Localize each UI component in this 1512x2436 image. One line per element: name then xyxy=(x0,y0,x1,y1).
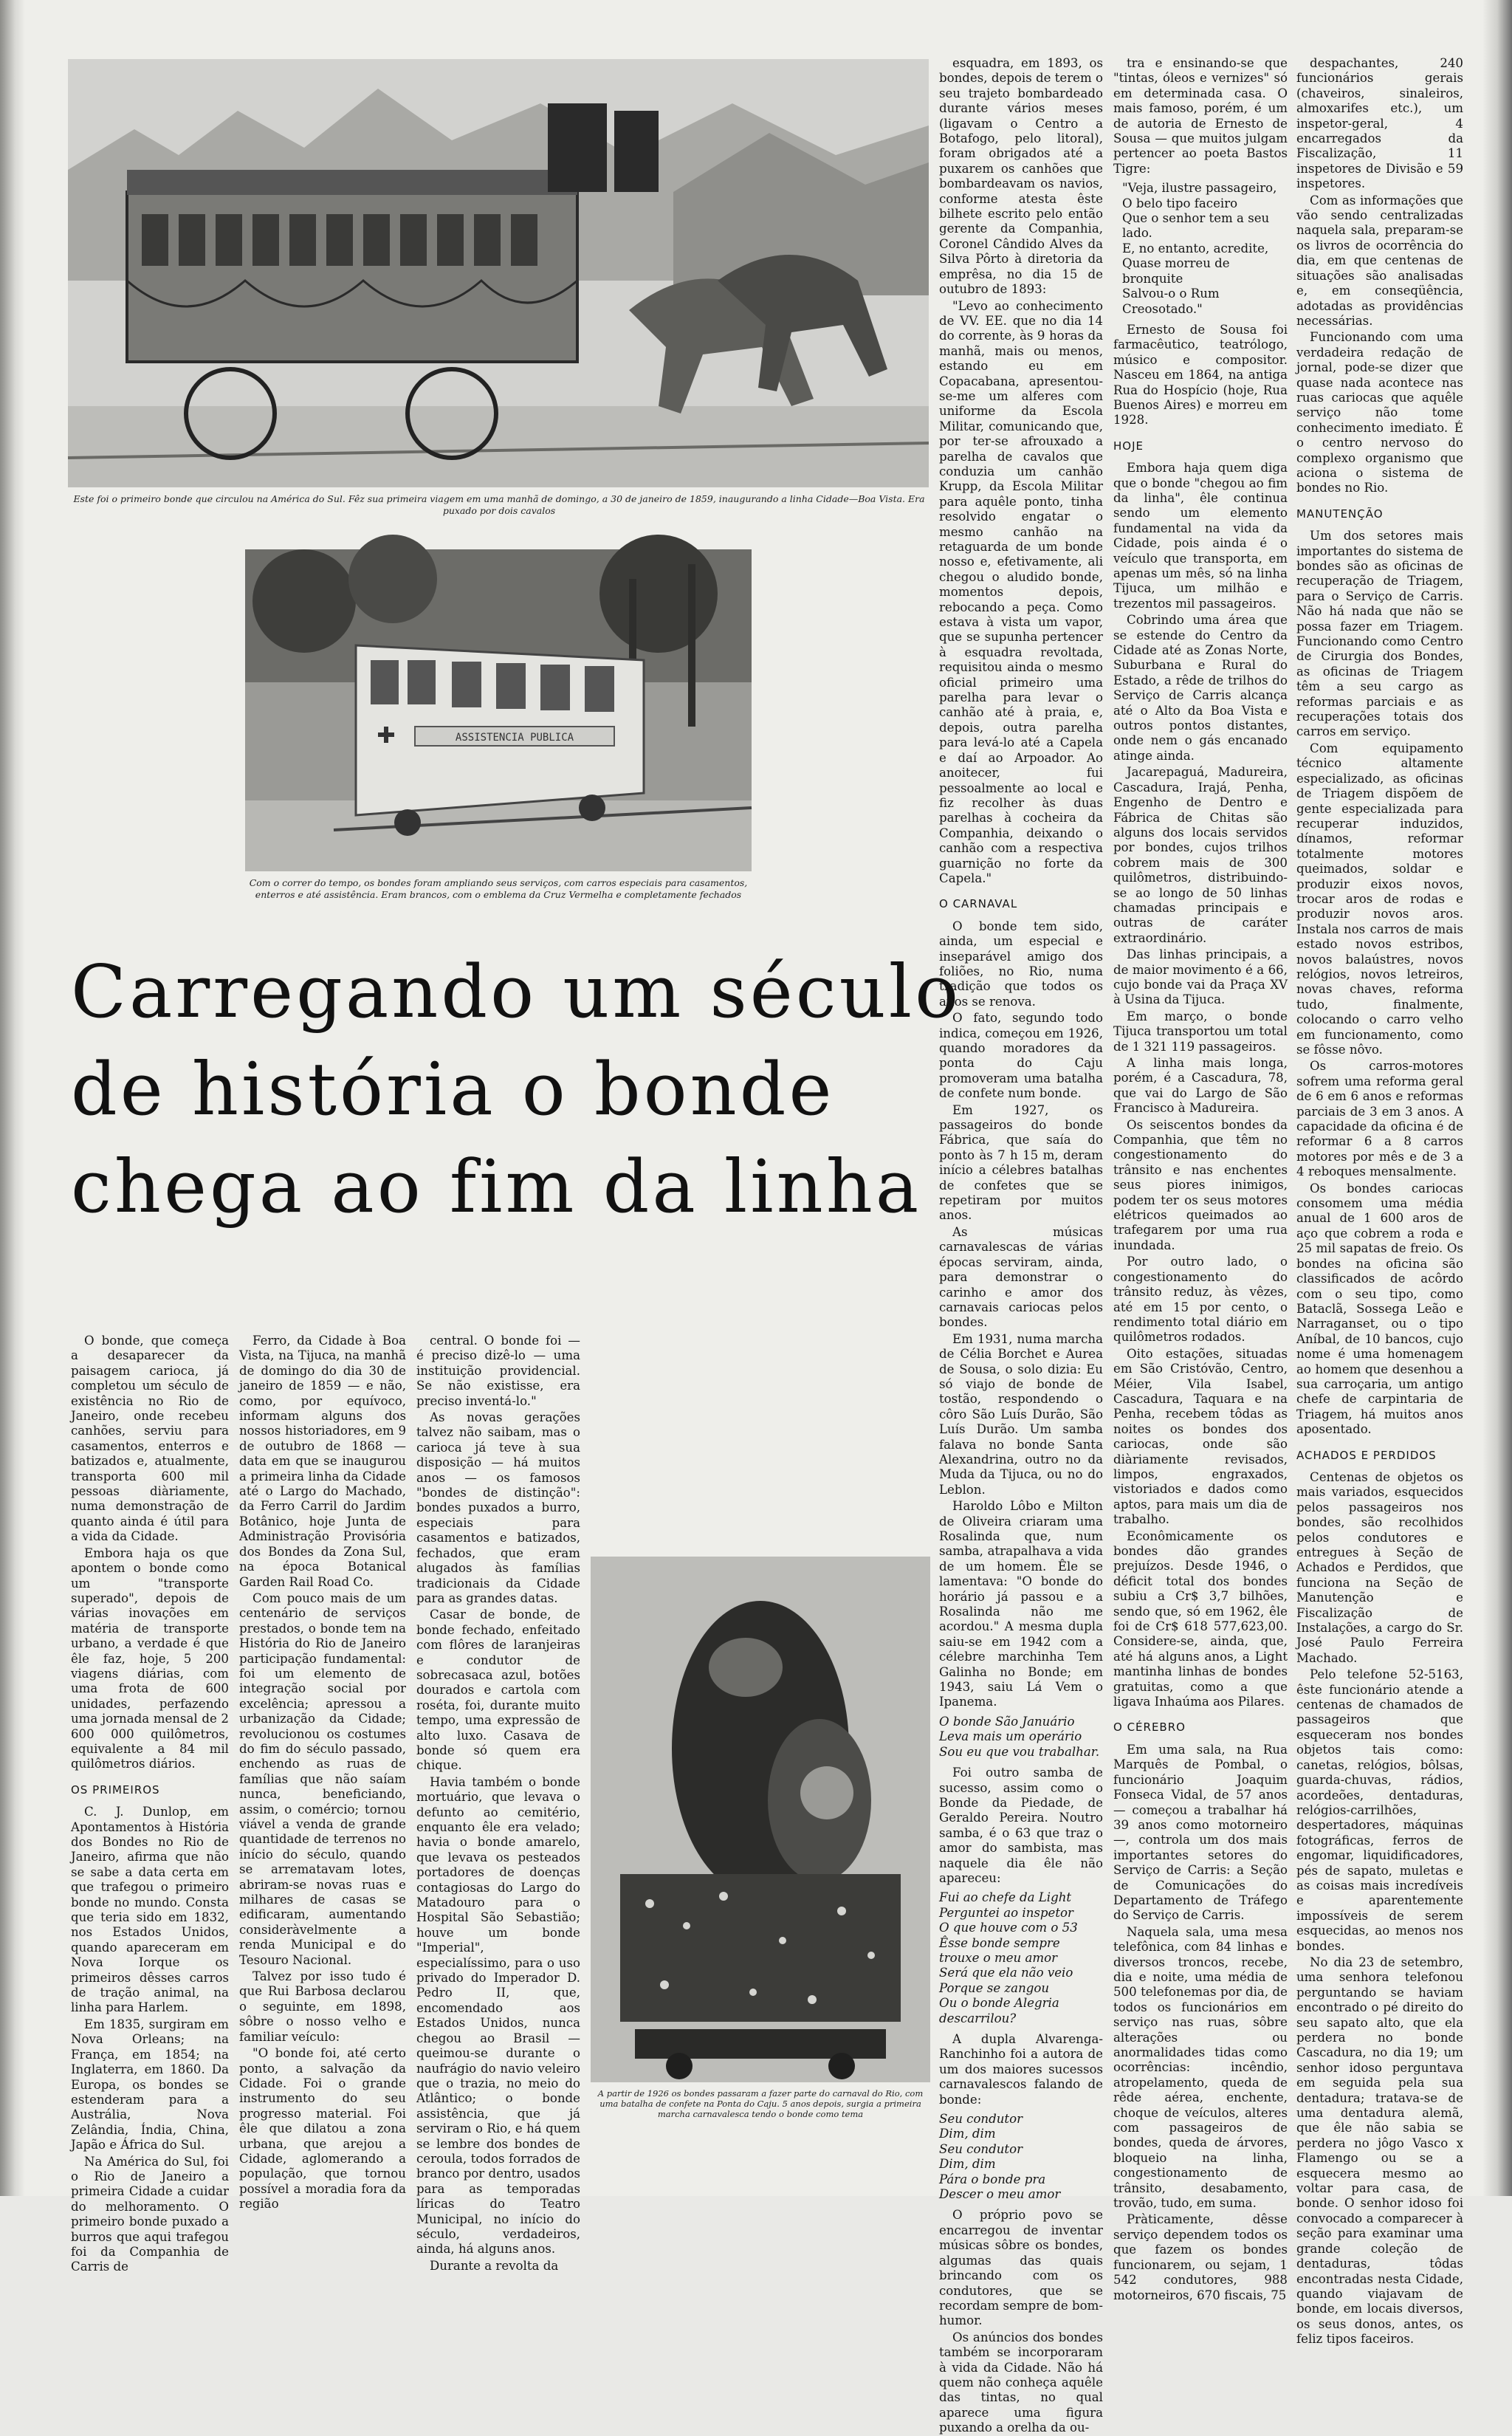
advertisement-verse: "Veja, ilustre passageiro, O belo tipo faceiro Que o senhor tem a seu lado. E, no entanto, acredite, Quase morreu de bronquite Salvou-o o Rum Creosotado." xyxy=(1122,181,1277,316)
paragraph: Em 1931, numa marcha de Célia Borchet e Aurea de Sousa, o solo dizia: Eu só viajo de bonde de tostão, respondendo o côro São Luís Durão, São Luís Durão. Um samba falava no bonde Santa Alexandrina, outro no da Muda da Tijuca, ou no do Leblon. xyxy=(939,1331,1103,1497)
paragraph: Por outro lado, o congestionamento do trânsito reduz, às vêzes, até em 15 por cento, o rendimento total diário em quilômetros rodados. xyxy=(1113,1255,1288,1345)
paragraph: Os anúncios dos bondes também se incorporaram à vida da Cidade. Não há quem não conheça aquêle das tintas, no qual aparece uma figura puxando a orelha da ou- xyxy=(939,2330,1103,2435)
paragraph: Oito estações, situadas em São Cristóvão, Centro, Méier, Vila Isabel, Cascadura, Taquara e na Penha, recebem tôdas as noites os bondes dos cariocas, onde são diàriamente revisados, limpos, engraxados, vistoriados e dados como aptos, para mais um dia de trabalho. xyxy=(1113,1346,1288,1527)
paragraph: Em 1835, surgiram em Nova Orleans; na França, em 1854; na Inglaterra, em 1860. Da Europa, os bondes se estenderam para a Austrália, Nova Zelândia, Índia, China, Japão e África do Sul. xyxy=(71,2017,229,2152)
headline-line-1: Carregando um século xyxy=(71,950,962,1035)
paragraph: Um dos setores mais importantes do sistema de bondes são as oficinas de recuperação de Triagem, para o Serviço de Carris. Não há nada que não se possa fazer em Triagem. Funcionando como Centro de Cirurgia dos Bondes, as oficinas de Triagem têm a seu cargo as reformas parciais e as recuperações totais dos carros em serviço. xyxy=(1296,529,1463,739)
column-b xyxy=(239,1334,406,2212)
headline xyxy=(71,944,962,1236)
song-lyric: O bonde São Januário Leva mais um operário Sou eu que vou trabalhar. xyxy=(939,1714,1100,1759)
caption-carnival-tram: A partir de 1926 os bondes passaram a fazer parte do carnaval do Rio, com uma batalha de confete na Ponta do Caju. 5 anos depois, surgia a primeira marcha carnavalesca tendo o bonde como tema xyxy=(597,2088,924,2119)
assistance-tram-illustration xyxy=(245,549,752,871)
paragraph: Jacarepaguá, Madureira, Cascadura, Irajá, Penha, Engenho de Dentro e Fábrica de Chitas são alguns dos locais servidos por bondes, cujos trilhos cobrem mais de 300 quilômetros, distribuindo-se ao longo de 50 linhas chamadas principais e outras de caráter extraordinário. xyxy=(1113,765,1288,945)
paragraph: Durante a revolta da xyxy=(430,2258,559,2273)
paragraph: Em 1927, os passageiros do bonde Fábrica, que saía do ponto às 7 h 15 m, deram início a célebres batalhas de confetes que se repetiram por muitos anos. xyxy=(939,1102,1103,1223)
paragraph: O fato, segundo todo indica, começou em 1926, quando moradores da ponta do Caju promoveram uma batalha de confete num bonde. xyxy=(939,1011,1103,1101)
section-heading: HOJE xyxy=(1113,439,1144,453)
paragraph: Em uma sala, na Rua Marquês de Pombal, o funcionário Joaquim Fonseca Vidal, de 57 anos — começou a trabalhar há 39 anos como motorneiro —, controla um dos mais importantes setores do Serviço de Carris: a Seção de Comunicações do Departamento de Tráfego do Serviço de Carris. xyxy=(1113,1742,1288,1923)
paragraph: Centenas de objetos os mais variados, esquecidos pelos passageiros nos bondes, são recolhidos pelos condutores e entregues à Seção de Achados e Perdidos, que funciona na Seção de Manutenção e Fiscalização de Instalações, a cargo do Sr. José Paulo Ferreira Machado. xyxy=(1296,1469,1463,1665)
section-heading: O CARNAVAL xyxy=(939,897,1018,911)
paragraph: central. O bonde foi — é preciso dizê-lo — uma instituição providencial. Se não existisse, era preciso inventá-lo." xyxy=(416,1334,580,1408)
paragraph: "Levo ao conhecimento de VV. EE. que no dia 14 do corrente, às 9 horas da manhã, mais ou menos, estando eu em Copacabana, apresentou-se-me um alferes com uniforme da Escola Militar, comunicando que, por ter-se afrouxado a parelha de cavalos que conduzia um canhão Krupp, da Escola Militar para aquêle ponto, tinha resolvido engatar o mesmo canhão na retaguarda de um bonde nosso e, efetivamente, ali chegou o aludido bonde, momentos depois, rebocando a peça. Como estava à vista um vapor, que se supunha pertencer à esquadra revoltada, requisitou ainda o mesmo oficial primeiro uma parelha para levar o canhão até à praia, e, depois, outra parelha para levá-lo até a Capela e daí ao Arpoador. Ao anoitecer, fui pessoalmente ao local e fiz recolher às duas parelhas à cocheira da Companhia, deixando o canhão com a respectiva guarnição no forte da Capela." xyxy=(939,298,1103,885)
paragraph: Haroldo Lôbo e Milton de Oliveira criaram uma Rosalinda que, num samba, atrapalhava a vida de um homem. Êle se lamentava: "O bonde do horário já passou e a Rosalinda não me acordou." A mesma dupla saiu-se em 1942 com a célebre marchinha Tem Galinha no Bonde; em 1943, saiu Lá Vem o Ipanema. xyxy=(939,1499,1103,1709)
paragraph: Os carros-motores sofrem uma reforma geral de 6 em 6 anos e reformas parciais de 3 em 3 anos. A capacidade da oficina é de reformar 6 a 8 carros motores por mês e de 3 a 4 reboques mensalmente. xyxy=(1296,1059,1463,1179)
paragraph: O próprio povo se encarregou de inventar músicas sôbre os bondes, algumas das quais brincando com os condutores, que se recordam sempre de bom-humor. xyxy=(939,2208,1103,2328)
paragraph: A dupla Alvarenga-Ranchinho foi a autora de um dos maiores sucessos carnavalescos falando de bonde: xyxy=(939,2032,1103,2107)
paragraph: C. J. Dunlop, em Apontamentos à História dos Bondes no Rio de Janeiro, afirma que não se sabe a data certa em que trafegou o primeiro bonde no mundo. Consta que teria sido em 1832, nos Estados Unidos, quando apareceram em Nova Iorque os primeiros dêsses carros de tração animal, na linha para Harlem. xyxy=(71,1805,229,2015)
paragraph: Na América do Sul, foi o Rio de Janeiro a primeira Cidade a cuidar do melhoramento. O primeiro bonde puxado a burros que aqui trafegou foi da Companhia de Carris de xyxy=(71,2154,229,2274)
paragraph: Cobrindo uma área que se estende do Centro da Cidade até as Zonas Norte, Suburbana e Rural do Estado, a rêde de trilhos do Serviço de Carris alcança até o Alto da Boa Vista e outros pontos distantes, onde nem o gás encanado atinge ainda. xyxy=(1113,613,1288,763)
paragraph: Funcionando com uma verdadeira redação de jornal, pode-se dizer que quase nada acontece nas ruas cariocas que aquêle serviço não tome conhecimento imediato. É o centro nervoso do complexo organismo que aciona o sistema de bondes no Rio. xyxy=(1296,330,1463,495)
headline-line-2: de história o bonde xyxy=(71,1048,835,1132)
page-edge-right xyxy=(1482,0,1512,2196)
paragraph: Com pouco mais de um centenário de serviços prestados, o bonde tem na História do Rio de Janeiro participação fundamental: foi um elemento de integração social por excelência; apressou a urbanização da Cidade; revolucionou os costumes do fim do século passado, enchendo as ruas de famílias que não saíam nunca, beneficiando, assim, o comércio; tornou viável a venda de grande quantidade de terrenos no início do século, quando se arrematavam lotes, abriram-se novas ruas e milhares de casas se edificaram, aumentando consideràvelmente a renda Municipal e do Tesouro Nacional. xyxy=(239,1591,406,1967)
paragraph: Casar de bonde, de bonde fechado, enfeitado com flôres de laranjeiras e condutor de sobrecasaca azul, botões dourados e cartola com roséta, foi, durante muito tempo, uma expressão de alto luxo. Casava de bonde só quem era chique. xyxy=(416,1608,580,1773)
caption-assistance-tram: Com o correr do tempo, os bondes foram ampliando seus serviços, com carros especiais para casamentos, enterros e até assistência. Eram brancos, com o emblema da Cruz Vermelha e completamente fechados xyxy=(249,877,748,900)
paragraph: Ernesto de Sousa foi farmacêutico, teatrólogo, músico e compositor. Nasceu em 1864, na antiga Rua do Hospício (hoje, Rua Buenos Aires) e morreu em 1928. xyxy=(1113,322,1288,428)
first-tram-illustration xyxy=(68,59,929,487)
paragraph: "O bonde foi, até certo ponto, a salvação da Cidade. Foi o grande instrumento do seu progresso material. Foi êle que dilatou a zona urbana, que arejou a Cidade, aglomerando a população, que tornou possível a moradia fora da região xyxy=(239,2046,406,2212)
photo-carnival-tram xyxy=(591,1557,930,2082)
photo-assistance-tram xyxy=(245,549,752,871)
paragraph: Econômicamente os bondes dão grandes prejuízos. Desde 1946, o déficit total dos bondes subiu a Cr$ 3,7 bilhões, sendo que, só em 1962, êle foi de Cr$ 618 577,623,00. Considere-se, ainda, que, até há alguns anos, a Light mantinha linhas de bondes gratuitas, como a que ligava Inhaúma aos Pilares. xyxy=(1113,1528,1288,1709)
carnival-tram-illustration xyxy=(591,1557,930,2082)
paragraph: A linha mais longa, porém, é a Cascadura, 78, que vai do Largo de São Francisco à Madureira. xyxy=(1113,1056,1288,1116)
paragraph: As músicas carnavalescas de várias épocas serviram, ainda, para demonstrar o carinho e amor dos carnavais cariocas pelos bondes. xyxy=(939,1224,1103,1330)
paragraph: Naquela sala, uma mesa telefônica, com 84 linhas e diversos troncos, recebe, dia e noite, uma média de 500 telefonemas por dia, de todos os funcionários em serviço nas ruas, sôbre alterações ou anormalidades tidas como ocorrências: incêndio, atropelamento, queda de rêde aérea, enchente, choque de veículos, alteres com passageiros de bondes, queda de árvores, bloqueio na linha, congestionamento de trânsito, desabamento, trovão, tudo, em suma. xyxy=(1113,1924,1288,2211)
caption-first-tram: Este foi o primeiro bonde que circulou na América do Sul. Fêz sua primeira viagem em uma manhã de domingo, a 30 de janeiro de 1859, inaugurando a linha Cidade—Boa Vista. Era puxado por dois cavalos xyxy=(73,493,925,516)
paragraph: esquadra, em 1893, os bondes, depois de terem o seu trajeto bombardeado durante vários meses (ligavam o Centro a Botafogo, pelo litoral), foram obrigados até a puxarem os canhões que bombardeavam os navios, conforme atesta êste bilhete escrito pelo então gerente da Companhia, Coronel Cândido Alves da Silva Pôrto à diretoria da emprêsa, no dia 15 de outubro de 1893: xyxy=(939,56,1103,297)
paragraph: Foi outro samba de sucesso, assim como o Bonde da Piedade, de Geraldo Pereira. Noutro samba, é o 63 que traz o amor do sambista, mas naquele dia êle não apareceu: xyxy=(939,1766,1103,1885)
paragraph: Os bondes cariocas consomem uma média anual de 1 600 aros de aço que cobrem a roda e 25 mil sapatas de freio. Os bondes na oficina são classificados de acôrdo com o seu tipo, como Bataclã, Sossega Leão e Narraganset, ou o tipo Aníbal, de 10 bancos, cujo nome é uma homenagem ao homem que desenhou a sua carroçaria, um antigo chefe de carpintaria de Triagem, há muitos anos aposentado. xyxy=(1296,1181,1463,1437)
paragraph: O bonde, que começa a desaparecer da paisagem carioca, já completou um século de existência no Rio de Janeiro, onde recebeu canhões, serviu para casamentos, enterros e batizados e, atualmente, transporta 600 mil pessoas diàriamente, numa demonstração de quanto ainda é útil para a vida da Cidade. xyxy=(71,1334,229,1544)
song-lyric: Fui ao chefe da Light Perguntei ao inspetor O que houve com o 53 Êsse bonde sempre trouxe o meu amor Será que ela não veio Porque se zangou Ou o bonde Alegria descarrilou? xyxy=(939,1890,1078,2025)
section-heading: ACHADOS E PERDIDOS xyxy=(1296,1448,1437,1462)
paragraph: tra e ensinando-se que "tintas, óleos e vernizes" só em determinada casa. O mais famoso, porém, é um de autoria de Ernesto de Sousa — que muitos julgam pertencer ao poeta Bastos Tigre: xyxy=(1113,56,1288,176)
paragraph: No dia 23 de setembro, uma senhora telefonou perguntando se haviam encontrado o pé direito do seu sapato alto, que ela perdera no bonde Cascadura, no dia 19; um senhor idoso perguntava em seguida pela sua dentadura; tratava-se de uma dentadura alemã, que êle não sabia se perdera no jôgo Vasco x Flamengo ou se a esquecera mesmo ao voltar para casa, de bonde. O senhor idoso foi convocado a comparecer à seção para examinar uma grande coleção de dentaduras, tôdas encontradas nesta Cidade, quando viajavam de bonde, em locais diversos, os seus donos, antes, os feliz tipos faceiros. xyxy=(1296,1955,1463,2347)
paragraph: Com equipamento técnico altamente especializado, as oficinas de Triagem dispõem de gente especializada para recuperar induzidos, dínamos, reformar totalmente motores queimados, soldar e produzir eixos novos, trocar aros de rodas e produzir novos aros. Instala nos carros de mais estado novos estribos, novos balaústres, novos relógios, novos letreiros, novas chaves, reforma tudo, finalmente, colocando o carro velho em funcionamento, como se fôsse nôvo. xyxy=(1296,741,1463,1057)
section-heading: O CÉREBRO xyxy=(1113,1720,1186,1735)
paragraph: Em março, o bonde Tijuca transportou um total de 1 321 119 passageiros. xyxy=(1113,1009,1288,1054)
paragraph: Talvez por isso tudo é que Rui Barbosa declarou o seguinte, em 1898, sôbre o nosso velho e familiar veículo: xyxy=(239,1969,406,2044)
section-heading: OS PRIMEIROS xyxy=(71,1783,160,1797)
paragraph: Pelo telefone 52-5163, êste funcionário atende a centenas de chamados de passageiros que esqueceram nos bondes objetos tais como: canetas, relógios, bôlsas, guarda-chuvas, rádios, acordeões, dentaduras, relógios-carrilhões, despertadores, máquinas fotográficas, ferros de engomar, liquidificadores, pés de sapato, muletas e as coisas mais incredíveis e aparentemente impossíveis de serem esquecidas, ao menos nos bondes. xyxy=(1296,1667,1463,1953)
paragraph: Das linhas principais, a de maior movimento é a 66, cujo bonde vai da Praça XV à Usina da Tijuca. xyxy=(1113,947,1288,1007)
headline-line-3: chega ao fim da linha xyxy=(71,1145,922,1229)
paragraph: Os seiscentos bondes da Companhia, que têm no congestionamento do trânsito e nas enchentes seus piores inimigos, podem ter os seus motores elétricos queimados ao trafegarem por uma rua inundada. xyxy=(1113,1117,1288,1252)
paragraph: Pràticamente, dêsse serviço dependem todos os que fazem os bondes funcionarem, ou sejam, 1 542 condutores, 988 motorneiros, 670 fiscais, 75 xyxy=(1113,2212,1288,2302)
page-edge-left xyxy=(0,0,25,2196)
column-c xyxy=(416,1334,581,2273)
song-lyric: Seu condutor Dim, dim Seu condutor Dim, dim Pára o bonde pra Descer o meu amor xyxy=(939,2112,1061,2202)
paragraph: Embora haja os que apontem o bonde como um "transporte superado", depois de várias inovações em matéria de transporte urbano, a verdade é que êle faz, hoje, 5 200 viagens diárias, com uma frota de 600 unidades, perfazendo uma jornada mensal de 2 600 000 quilômetros, equivalente a 84 mil quilômetros diários. xyxy=(71,1545,229,1771)
paragraph: O bonde tem sido, ainda, um especial e inseparável amigo dos foliões, no Rio, numa tradição que todos os anos se renova. xyxy=(939,919,1103,1009)
column-e xyxy=(1113,56,1288,2302)
section-heading: MANUTENÇÃO xyxy=(1296,507,1384,521)
photo-first-tram xyxy=(68,59,929,487)
paragraph: Com as informações que vão sendo centralizadas naquela sala, preparam-se os livros de ocorrência do dia, em que centenas de situações são analisadas e, em conseqüência, adotadas as providências necessárias. xyxy=(1296,193,1463,328)
paragraph: Havia também o bonde mortuário, que levava o defunto ao cemitério, enquanto êle era velado; havia o bonde amarelo, que levava os pesteados portadores de doenças contagiosas do Largo do Matadouro para o Hospital São Sebastião; houve um bonde "Imperial", especialíssimo, para o uso privado do Imperador D. Pedro II, que, encomendado aos Estados Unidos, nunca chegou ao Brasil — queimou-se durante o naufrágio do navio veleiro que o trazia, no meio do Atlântico; o bonde assistência, que já serviram o Rio, e há quem se lembre dos bondes de ceroula, todos forrados de branco por dentro, usados para as temporadas líricas do Teatro Municipal, no início do século, verdadeiros, ainda, há alguns anos. xyxy=(416,1774,581,2257)
paragraph: Ferro, da Cidade à Boa Vista, na Tijuca, na manhã de domingo do dia 30 de janeiro de 1859 — e não, como, por equívoco, informam alguns dos nossos historiadores, em 9 de outubro de 1868 — data em que se inaugurou a primeira linha da Cidade até o Largo do Machado, da Ferro Carril do Jardim Botânico, hoje Junta de Administração Provisória dos Bondes da Zona Sul, na época Botanical Garden Rail Road Co. xyxy=(239,1334,406,1589)
paragraph: Embora haja quem diga que o bonde "chegou ao fim da linha", êle continua sendo um elemento fundamental na vida da Cidade, pois ainda é o veículo que transporta, em apenas um mês, só na linha Tijuca, um milhão e trezentos mil passageiros. xyxy=(1113,461,1288,611)
paragraph: despachantes, 240 funcionários gerais (chaveiros, sinaleiros, almoxarifes etc.), um inspetor-geral, 4 encarregados da Fiscalização, 11 inspetores de Divisão e 59 inspetores. xyxy=(1296,56,1463,191)
paragraph: As novas gerações talvez não saibam, mas o carioca já teve à sua disposição — há muitos anos — os famosos "bondes de distinção": bondes puxados a burro, especiais para casamentos e batizados, fechados, que eram alugados às famílias tradicionais da Cidade para as grandes datas. xyxy=(416,1410,580,1605)
column-f xyxy=(1296,56,1463,2347)
column-a xyxy=(71,1334,229,2274)
column-d xyxy=(939,56,1103,2435)
assistance-sign: ASSISTENCIA PUBLICA xyxy=(455,732,574,744)
